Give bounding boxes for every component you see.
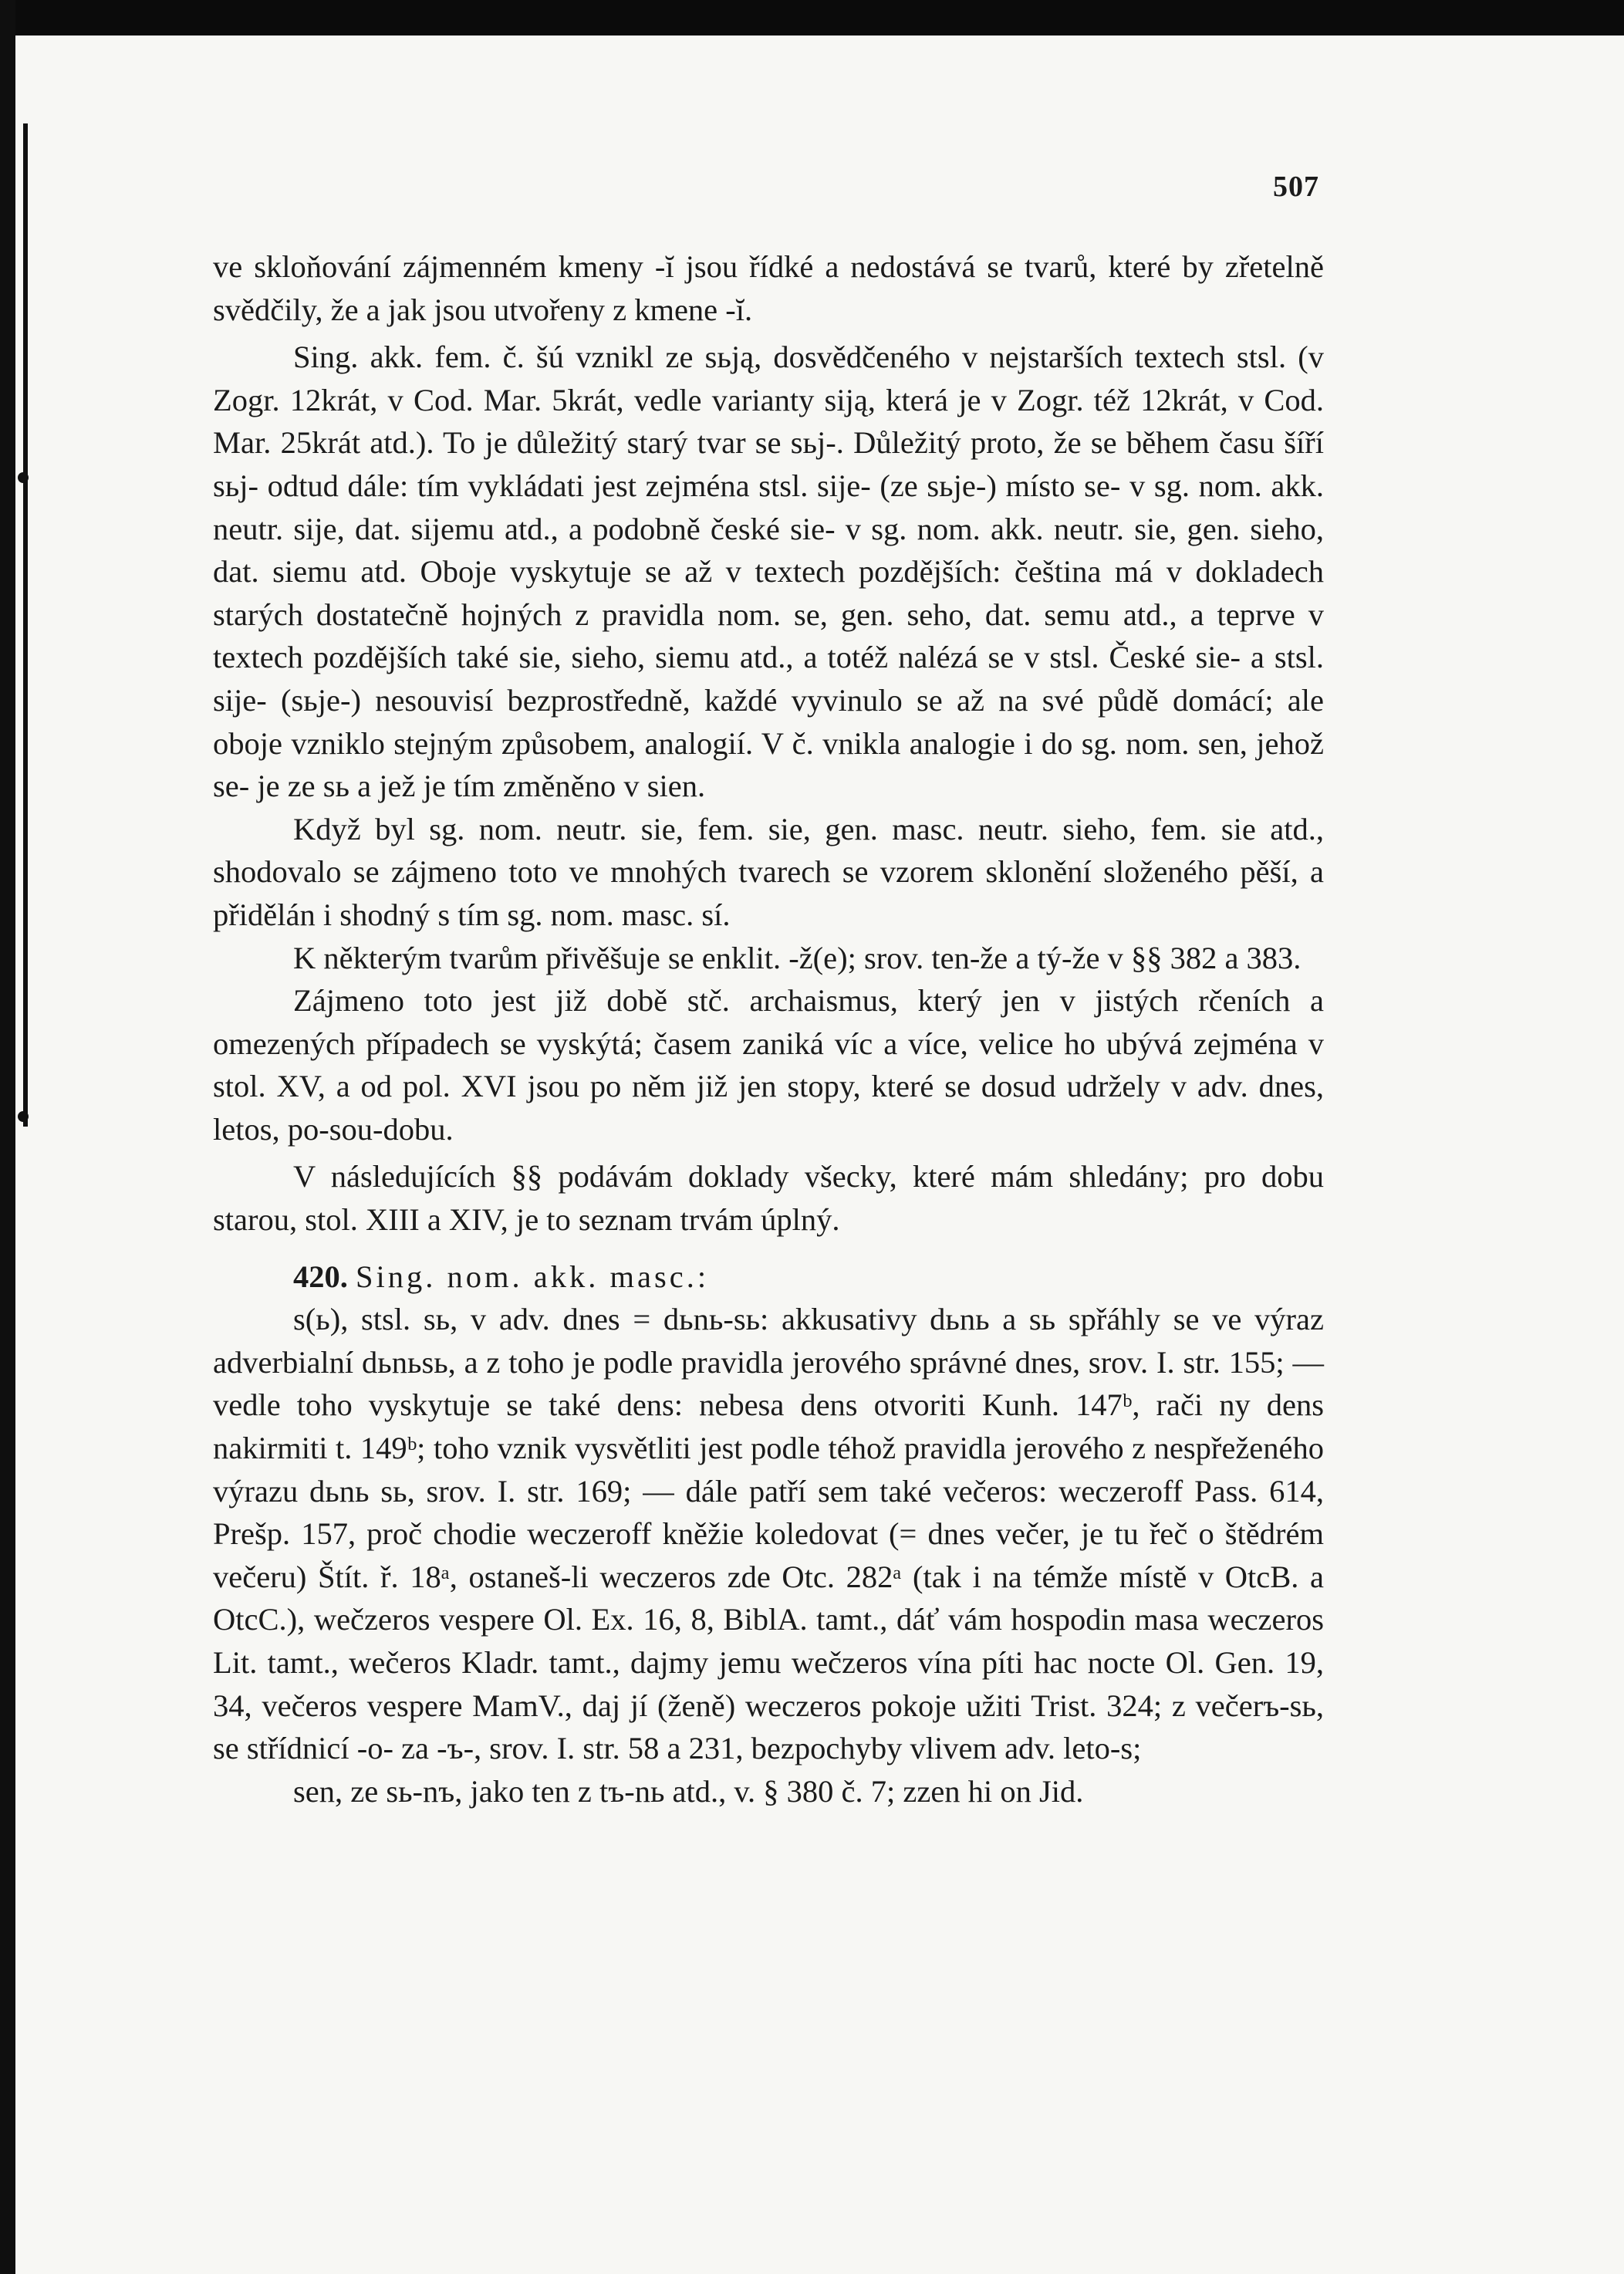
page-body xyxy=(213,245,1324,1813)
paragraph: ve skloňování zájmenném kmeny -ĭ jsou řídké a nedostává se tvarů, které by zřetelně svědčily, že a jak jsou utvořeny z kmene -ĭ. xyxy=(213,249,1324,327)
paragraph: sen, ze sь-nъ, jako ten z tъ-nь atd., v. § 380 č. 7; zzen hi on Jid. xyxy=(293,1773,1084,1809)
binding-line xyxy=(23,123,28,1127)
paragraph: Sing. akk. fem. č. šú vznikl ze sьją, dosvědčeného v nejstarších textech stsl. (v Zogr. 12krát, v Cod. Mar. 5krát, vedle varianty siją, která je v Zogr. též 12krát, v Cod. Mar. 25krát atd.). To je důležitý starý tvar se sьj-. Důležitý proto, že se během času šíří sьj- odtud dále: tím vykládati jest zejména stsl. sije- (ze sьje-) místo se- v sg. nom. akk. neutr. sije, dat. sijemu atd., a podobně české sie- v sg. nom. akk. neutr. sie, gen. sieho, dat. siemu atd. Oboje vyskytuje se až v textech pozdějších: čeština má v dokladech starých dostatečně hojných z pravidla nom. se, gen. seho, dat. semu atd., a teprve v textech pozdějších také sie, sieho, siemu atd., a totéž nalézá se v stsl. České sie- a stsl. sije- (sьje-) nesouvisí bezprostředně, každé vyvinulo se až na své půdě domácí; ale oboje vzniklo stejným způsobem, analogií. V č. vnikla analogie i do sg. nom. sen, jehož se- je ze sь a jež je tím změněno v sien. xyxy=(213,340,1324,804)
section-number: 420. xyxy=(293,1259,348,1294)
binding-mark xyxy=(18,1111,29,1122)
scan-left-edge xyxy=(0,0,15,2274)
paragraph: Když byl sg. nom. neutr. sie, fem. sie, gen. masc. neutr. sieho, fem. sie atd., shodovalo se zájmeno toto ve mnohých tvarech se vzorem sklonění složeného pěší, a přidělán i shodný s tím sg. nom. masc. sí. xyxy=(213,811,1324,932)
paragraph: V následujících §§ podávám doklady všecky, které mám shledány; pro dobu starou, stol. XIII a XIV, je to seznam trvám úplný. xyxy=(213,1159,1324,1238)
section-heading xyxy=(213,1255,1324,1299)
paragraph: Zájmeno toto jest již době stč. archaismus, který jen v jistých rčeních a omezených případech se vyskýtá; časem zaniká víc a více, velice ho ubývá zejména v stol. XV, a od pol. XVI jsou po něm již jen stopy, které se dosud udržely v adv. dnes, letos, po-sou-dobu. xyxy=(213,983,1324,1147)
section-title: Sing. nom. akk. masc.: xyxy=(356,1259,710,1294)
binding-mark xyxy=(18,472,29,483)
paragraph: K některým tvarům přivěšuje se enklit. -ž(e); srov. ten-že a tý-že v §§ 382 a 383. xyxy=(293,940,1302,975)
paragraph: s(ь), stsl. sь, v adv. dnes = dьnь-sь: akkusativy dьnь a sь spřáhly se ve výraz adverbialní dьnьsь, a z toho je podle pravidla jerového správné dnes, srov. I. str. 155; — vedle toho vyskytuje se také dens: nebesa dens otvoriti Kunh. 147ᵇ, rači ny dens nakirmiti t. 149ᵇ; toho vznik vysvětliti jest podle téhož pravidla jerového z nespřeženého výrazu dьnь sь, srov. I. str. 169; — dále patří sem také večeros: weczeroff Pass. 614, Prešp. 157, proč chodie weczeroff kněžie koledovat (= dnes večer, je tu řeč o štědrém večeru) Štít. ř. 18ᵃ, ostaneš-li weczeros zde Otc. 282ᵃ (tak i na témže místě v OtcB. a OtcC.), wečzeros vespere Ol. Ex. 16, 8, BiblA. tamt., dáť vám hospodin masa weczeros Lit. tamt., wečeros Kladr. tamt., dajmy jemu wečzeros vína píti hac nocte Ol. Gen. 19, 34, večeros vespere MamV., daj jí (ženě) weczeros pokoje užiti Trist. 324; z večerъ-sь, se střídnicí -o- za -ъ-, srov. I. str. 58 a 231, bezpochyby vlivem adv. leto-s; xyxy=(213,1302,1324,1766)
scan-top-edge xyxy=(0,0,1624,35)
page-number: 507 xyxy=(1273,171,1319,203)
